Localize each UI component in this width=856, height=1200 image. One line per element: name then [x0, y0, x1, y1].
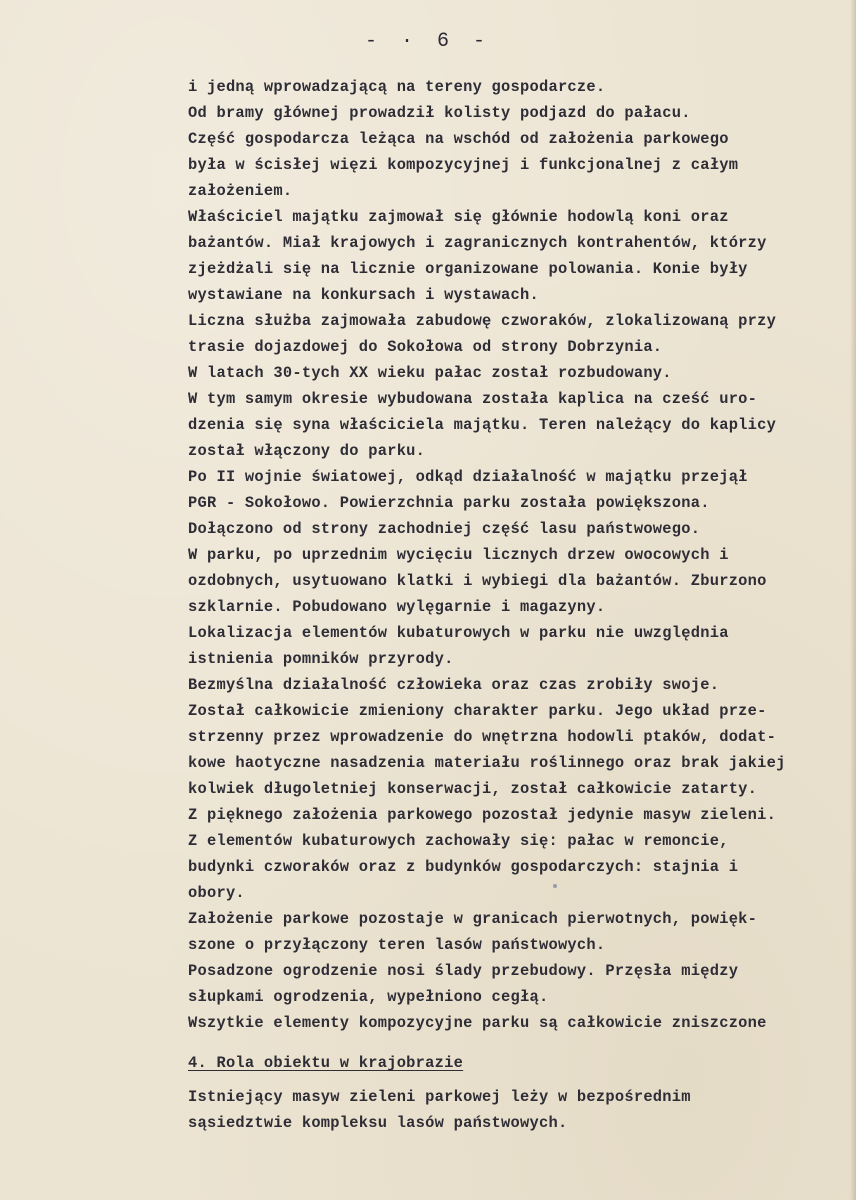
text-line: strzenny przez wprowadzenie do wnętrzna hodowli ptaków, dodat-	[188, 728, 777, 746]
text-line: Po II wojnie światowej, odkąd działalność w majątku przejął	[188, 468, 748, 486]
page-number: - · 6 -	[364, 30, 491, 53]
text-line: Założenie parkowe pozostaje w granicach pierwotnych, powięk-	[188, 910, 758, 928]
text-line: trasie dojazdowej do Sokołowa od strony Dobrzynia.	[188, 338, 663, 356]
text-line: bażantów. Miał krajowych i zagranicznych kontrahentów, którzy	[188, 234, 767, 252]
text-line: kolwiek długoletniej konserwacji, został całkowicie zatarty.	[188, 780, 758, 798]
text-line: obory.	[188, 884, 245, 902]
section-text	[188, 1084, 848, 1136]
text-line: słupkami ogrodzenia, wypełniono cegłą.	[188, 988, 549, 1006]
text-line: Dołączono od strony zachodniej część lasu państwowego.	[188, 520, 701, 538]
text-line: Część gospodarcza leżąca na wschód od założenia parkowego	[188, 130, 729, 148]
text-line: Bezmyślna działalność człowieka oraz czas zrobiły swoje.	[188, 676, 720, 694]
text-line: Posadzone ogrodzenie nosi ślady przebudowy. Przęsła między	[188, 962, 739, 980]
text-line: W latach 30-tych XX wieku pałac został rozbudowany.	[188, 364, 672, 382]
text-line: W tym samym okresie wybudowana została kaplica na cześć uro-	[188, 390, 758, 408]
text-line: W parku, po uprzednim wycięciu licznych drzew owocowych i	[188, 546, 729, 564]
text-line: szone o przyłączony teren lasów państwowych.	[188, 936, 606, 954]
text-line: Wszytkie elementy kompozycyjne parku są całkowicie zniszczone	[188, 1014, 767, 1032]
text-line: dzenia się syna właściciela majątku. Teren należący do kaplicy	[188, 416, 777, 434]
text-line: Istniejący masyw zieleni parkowej leży w bezpośrednim	[188, 1088, 691, 1106]
text-line: zjeżdżali się na licznie organizowane polowania. Konie były	[188, 260, 748, 278]
text-line: kowe haotyczne nasadzenia materiału roślinnego oraz brak jakiej	[188, 754, 786, 772]
text-line: Właściciel majątku zajmował się głównie hodowlą koni oraz	[188, 208, 729, 226]
text-line: Z pięknego założenia parkowego pozostał jedynie masyw zieleni.	[188, 806, 777, 824]
text-line: sąsiedztwie kompleksu lasów państwowych.	[188, 1114, 568, 1132]
text-line: Od bramy głównej prowadził kolisty podjazd do pałacu.	[188, 104, 691, 122]
text-line: Liczna służba zajmowała zabudowę czworaków, zlokalizowaną przy	[188, 312, 777, 330]
text-line: został włączony do parku.	[188, 442, 426, 460]
text-line: szklarnie. Pobudowano wylęgarnie i magazyny.	[188, 598, 606, 616]
section-heading-wrap	[188, 1050, 848, 1076]
text-line: PGR - Sokołowo. Powierzchnia parku została powiększona.	[188, 494, 710, 512]
text-line: założeniem.	[188, 182, 293, 200]
section-heading: 4. Rola obiektu w krajobrazie	[188, 1054, 464, 1072]
text-line: była w ścisłej więzi kompozycyjnej i funkcjonalnej z całym	[188, 156, 739, 174]
paper-edge	[850, 0, 856, 1200]
text-line: i jedną wprowadzającą na tereny gospodarcze.	[188, 78, 606, 96]
text-line: ozdobnych, usytuowano klatki i wybiegi dla bażantów. Zburzono	[188, 572, 767, 590]
text-line: Lokalizacja elementów kubaturowych w parku nie uwzględnia	[188, 624, 729, 642]
text-line: Został całkowicie zmieniony charakter parku. Jego układ prze-	[188, 702, 767, 720]
text-line: istnienia pomników przyrody.	[188, 650, 454, 668]
body-text	[188, 74, 848, 1036]
text-line: Z elementów kubaturowych zachowały się: pałac w remoncie,	[188, 832, 729, 850]
text-line: wystawiane na konkursach i wystawach.	[188, 286, 539, 304]
text-line: budynki czworaków oraz z budynków gospodarczych: stajnia i	[188, 858, 739, 876]
paper-speck	[553, 884, 557, 888]
